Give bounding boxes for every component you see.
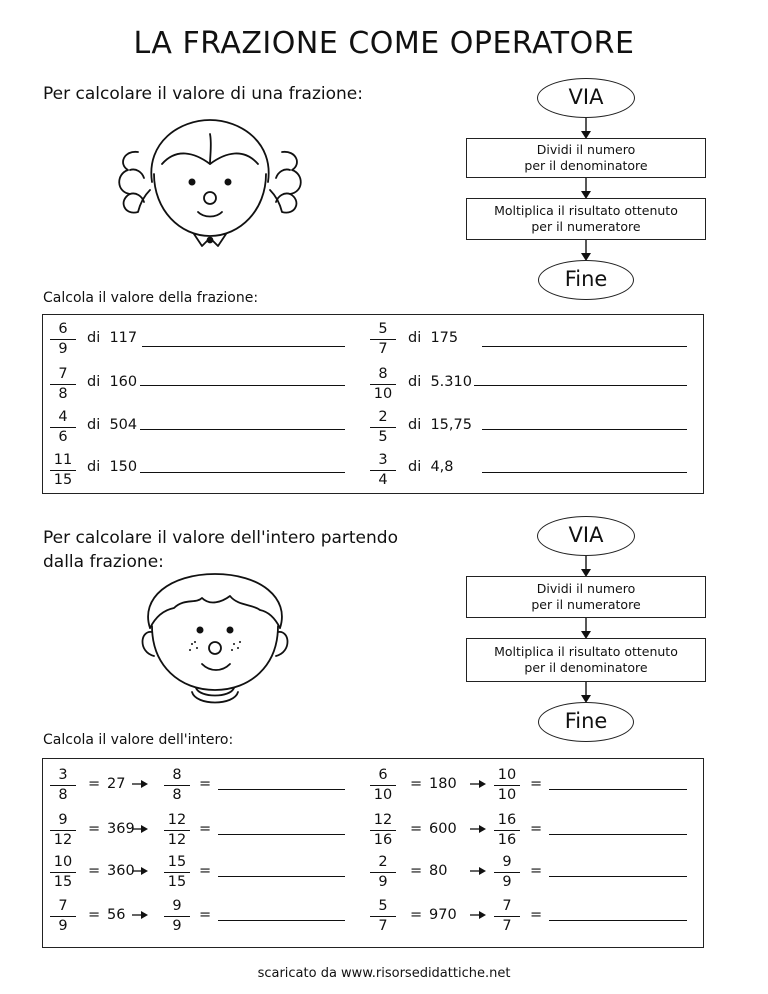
flow1-end: Fine [538, 260, 634, 300]
flow2-step1-line1: Dividi il numero [536, 581, 636, 596]
equals-sign: = [530, 863, 543, 879]
flow1-step1-line2: per il denominatore [524, 158, 648, 173]
equals-sign: = [199, 776, 212, 792]
arrow-right-icon [132, 779, 148, 789]
fraction [370, 812, 396, 849]
arrow-right-icon [132, 824, 148, 834]
answer-line[interactable] [140, 429, 345, 430]
numerator: 9 [164, 898, 190, 917]
equals-sign: = [199, 863, 212, 879]
equals-sign: = [530, 907, 543, 923]
arrow-right-icon [470, 866, 486, 876]
arrow-right-icon [470, 824, 486, 835]
flow2-step1 [466, 576, 706, 618]
value: 80 [429, 863, 448, 879]
flow2-step1-line2: per il numeratore [531, 597, 641, 612]
numerator: 8 [370, 366, 396, 385]
denominator: 9 [58, 341, 68, 357]
di-label: di [408, 459, 422, 475]
answer-line[interactable] [549, 876, 687, 877]
fraction [370, 854, 396, 891]
section2-intro-line2: dalla frazione: [43, 552, 164, 572]
equals-sign: = [88, 821, 101, 837]
numerator: 16 [494, 812, 520, 831]
di-label: di [87, 459, 101, 475]
answer-line[interactable] [482, 346, 687, 347]
arrow-right-icon [132, 779, 148, 790]
answer-line[interactable] [482, 472, 687, 473]
denominator: 10 [497, 787, 517, 803]
numerator: 9 [494, 854, 520, 873]
footer-source: scaricato da www.risorsedidattiche.net [257, 966, 511, 981]
numerator: 7 [50, 366, 76, 385]
answer-line[interactable] [474, 385, 687, 386]
answer-line[interactable] [218, 920, 345, 921]
arrow-right-icon [470, 824, 486, 834]
numerator: 3 [370, 452, 396, 471]
value: 15,75 [430, 417, 472, 433]
value: 175 [430, 330, 459, 346]
numerator: 3 [50, 767, 76, 786]
value: 5.310 [430, 374, 472, 390]
denominator: 16 [497, 832, 517, 848]
flow2-step2 [466, 638, 706, 682]
arrow-down-icon [580, 618, 592, 640]
numerator: 12 [370, 812, 396, 831]
flow1-step1 [466, 138, 706, 178]
value: 600 [429, 821, 457, 837]
page-title: LA FRAZIONE COME OPERATORE [133, 26, 635, 61]
fraction [370, 452, 396, 489]
answer-line[interactable] [142, 346, 345, 347]
numerator: 10 [50, 854, 76, 873]
denominator: 12 [167, 832, 187, 848]
value: 160 [109, 374, 138, 390]
arrow-down-icon [580, 118, 592, 140]
arrow-right-icon [470, 910, 486, 921]
value: 117 [109, 330, 138, 346]
answer-line[interactable] [549, 920, 687, 921]
arrow-down-icon [580, 240, 592, 262]
boy-face-illustration [130, 568, 300, 708]
fraction [370, 898, 396, 935]
exercise2-title: Calcola il valore dell'intero: [43, 732, 234, 748]
numerator: 7 [494, 898, 520, 917]
denominator: 10 [373, 386, 393, 402]
di-label: di [408, 330, 422, 346]
numerator: 10 [494, 767, 520, 786]
fraction [50, 812, 76, 849]
fraction [50, 898, 76, 935]
equals-sign: = [88, 907, 101, 923]
denominator: 10 [373, 787, 393, 803]
equals-sign: = [410, 776, 423, 792]
denominator: 9 [58, 918, 68, 934]
arrow-right-icon [132, 910, 148, 921]
fraction [164, 854, 190, 891]
answer-line[interactable] [218, 876, 345, 877]
flow2-step2-line2: per il denominatore [524, 660, 648, 675]
numerator: 7 [50, 898, 76, 917]
numerator: 6 [50, 321, 76, 340]
denominator: 4 [378, 472, 388, 488]
numerator: 11 [50, 452, 76, 471]
answer-line[interactable] [218, 834, 345, 835]
numerator: 2 [370, 409, 396, 428]
arrow-right-icon [132, 824, 148, 835]
value: 4,8 [430, 459, 454, 475]
denominator: 15 [53, 874, 73, 890]
fraction [494, 854, 520, 891]
flow1-step2-line1: Moltiplica il risultato ottenuto [494, 203, 678, 218]
denominator: 8 [58, 787, 68, 803]
flow1-step1-line1: Dividi il numero [536, 142, 636, 157]
numerator: 9 [50, 812, 76, 831]
arrow-right-icon [470, 910, 486, 920]
value: 504 [109, 417, 138, 433]
denominator: 9 [502, 874, 512, 890]
value: 27 [107, 776, 126, 792]
arrow-right-icon [470, 779, 486, 789]
di-label: di [87, 374, 101, 390]
di-label: di [87, 417, 101, 433]
fraction [370, 767, 396, 804]
denominator: 15 [53, 472, 73, 488]
value: 360 [107, 863, 135, 879]
fraction [164, 898, 190, 935]
di-label: di [87, 330, 101, 346]
fraction [494, 812, 520, 849]
equals-sign: = [410, 907, 423, 923]
numerator: 15 [164, 854, 190, 873]
equals-sign: = [199, 907, 212, 923]
numerator: 12 [164, 812, 190, 831]
fraction [50, 409, 76, 446]
equals-sign: = [530, 776, 543, 792]
denominator: 9 [172, 918, 182, 934]
flow2-start: VIA [537, 516, 635, 556]
answer-line[interactable] [140, 385, 345, 386]
fraction [50, 366, 76, 403]
equals-sign: = [88, 776, 101, 792]
numerator: 8 [164, 767, 190, 786]
answer-line[interactable] [218, 789, 345, 790]
section2-intro-line1: Per calcolare il valore dell'intero partendo [43, 528, 398, 548]
denominator: 6 [58, 429, 68, 445]
fraction [50, 321, 76, 358]
denominator: 8 [58, 386, 68, 402]
fraction [370, 321, 396, 358]
fraction [50, 767, 76, 804]
flow1-step2 [466, 198, 706, 240]
flow2-end: Fine [538, 702, 634, 742]
arrow-right-icon [132, 866, 148, 877]
equals-sign: = [410, 821, 423, 837]
value: 970 [429, 907, 457, 923]
arrow-down-icon [580, 556, 592, 578]
denominator: 15 [167, 874, 187, 890]
flow1-step2-line2: per il numeratore [531, 219, 641, 234]
denominator: 7 [378, 918, 388, 934]
flow2-step2-line1: Moltiplica il risultato ottenuto [494, 644, 678, 659]
arrow-right-icon [132, 910, 148, 920]
answer-line[interactable] [482, 429, 687, 430]
denominator: 12 [53, 832, 73, 848]
fraction [370, 366, 396, 403]
exercise1-title: Calcola il valore della frazione: [43, 290, 259, 306]
arrow-down-icon [580, 178, 592, 200]
answer-line[interactable] [549, 834, 687, 835]
denominator: 5 [378, 429, 388, 445]
value: 369 [107, 821, 135, 837]
denominator: 7 [502, 918, 512, 934]
section1-intro: Per calcolare il valore di una frazione: [43, 84, 363, 104]
arrow-down-icon [580, 682, 592, 704]
numerator: 5 [370, 321, 396, 340]
fraction [164, 767, 190, 804]
denominator: 9 [378, 874, 388, 890]
numerator: 2 [370, 854, 396, 873]
denominator: 16 [373, 832, 393, 848]
denominator: 8 [172, 787, 182, 803]
numerator: 4 [50, 409, 76, 428]
fraction [50, 452, 76, 489]
fraction [494, 898, 520, 935]
denominator: 7 [378, 341, 388, 357]
equals-sign: = [88, 863, 101, 879]
numerator: 6 [370, 767, 396, 786]
answer-line[interactable] [140, 472, 345, 473]
fraction [370, 409, 396, 446]
arrow-right-icon [470, 779, 486, 790]
arrow-right-icon [470, 866, 486, 877]
answer-line[interactable] [549, 789, 687, 790]
numerator: 5 [370, 898, 396, 917]
equals-sign: = [199, 821, 212, 837]
fraction [50, 854, 76, 891]
flow1-start: VIA [537, 78, 635, 118]
fraction [494, 767, 520, 804]
equals-sign: = [530, 821, 543, 837]
value: 150 [109, 459, 138, 475]
equals-sign: = [410, 863, 423, 879]
fraction [164, 812, 190, 849]
di-label: di [408, 417, 422, 433]
value: 180 [429, 776, 457, 792]
girl-face-illustration [110, 112, 310, 262]
value: 56 [107, 907, 126, 923]
arrow-right-icon [132, 866, 148, 876]
di-label: di [408, 374, 422, 390]
section2-intro [43, 526, 398, 574]
